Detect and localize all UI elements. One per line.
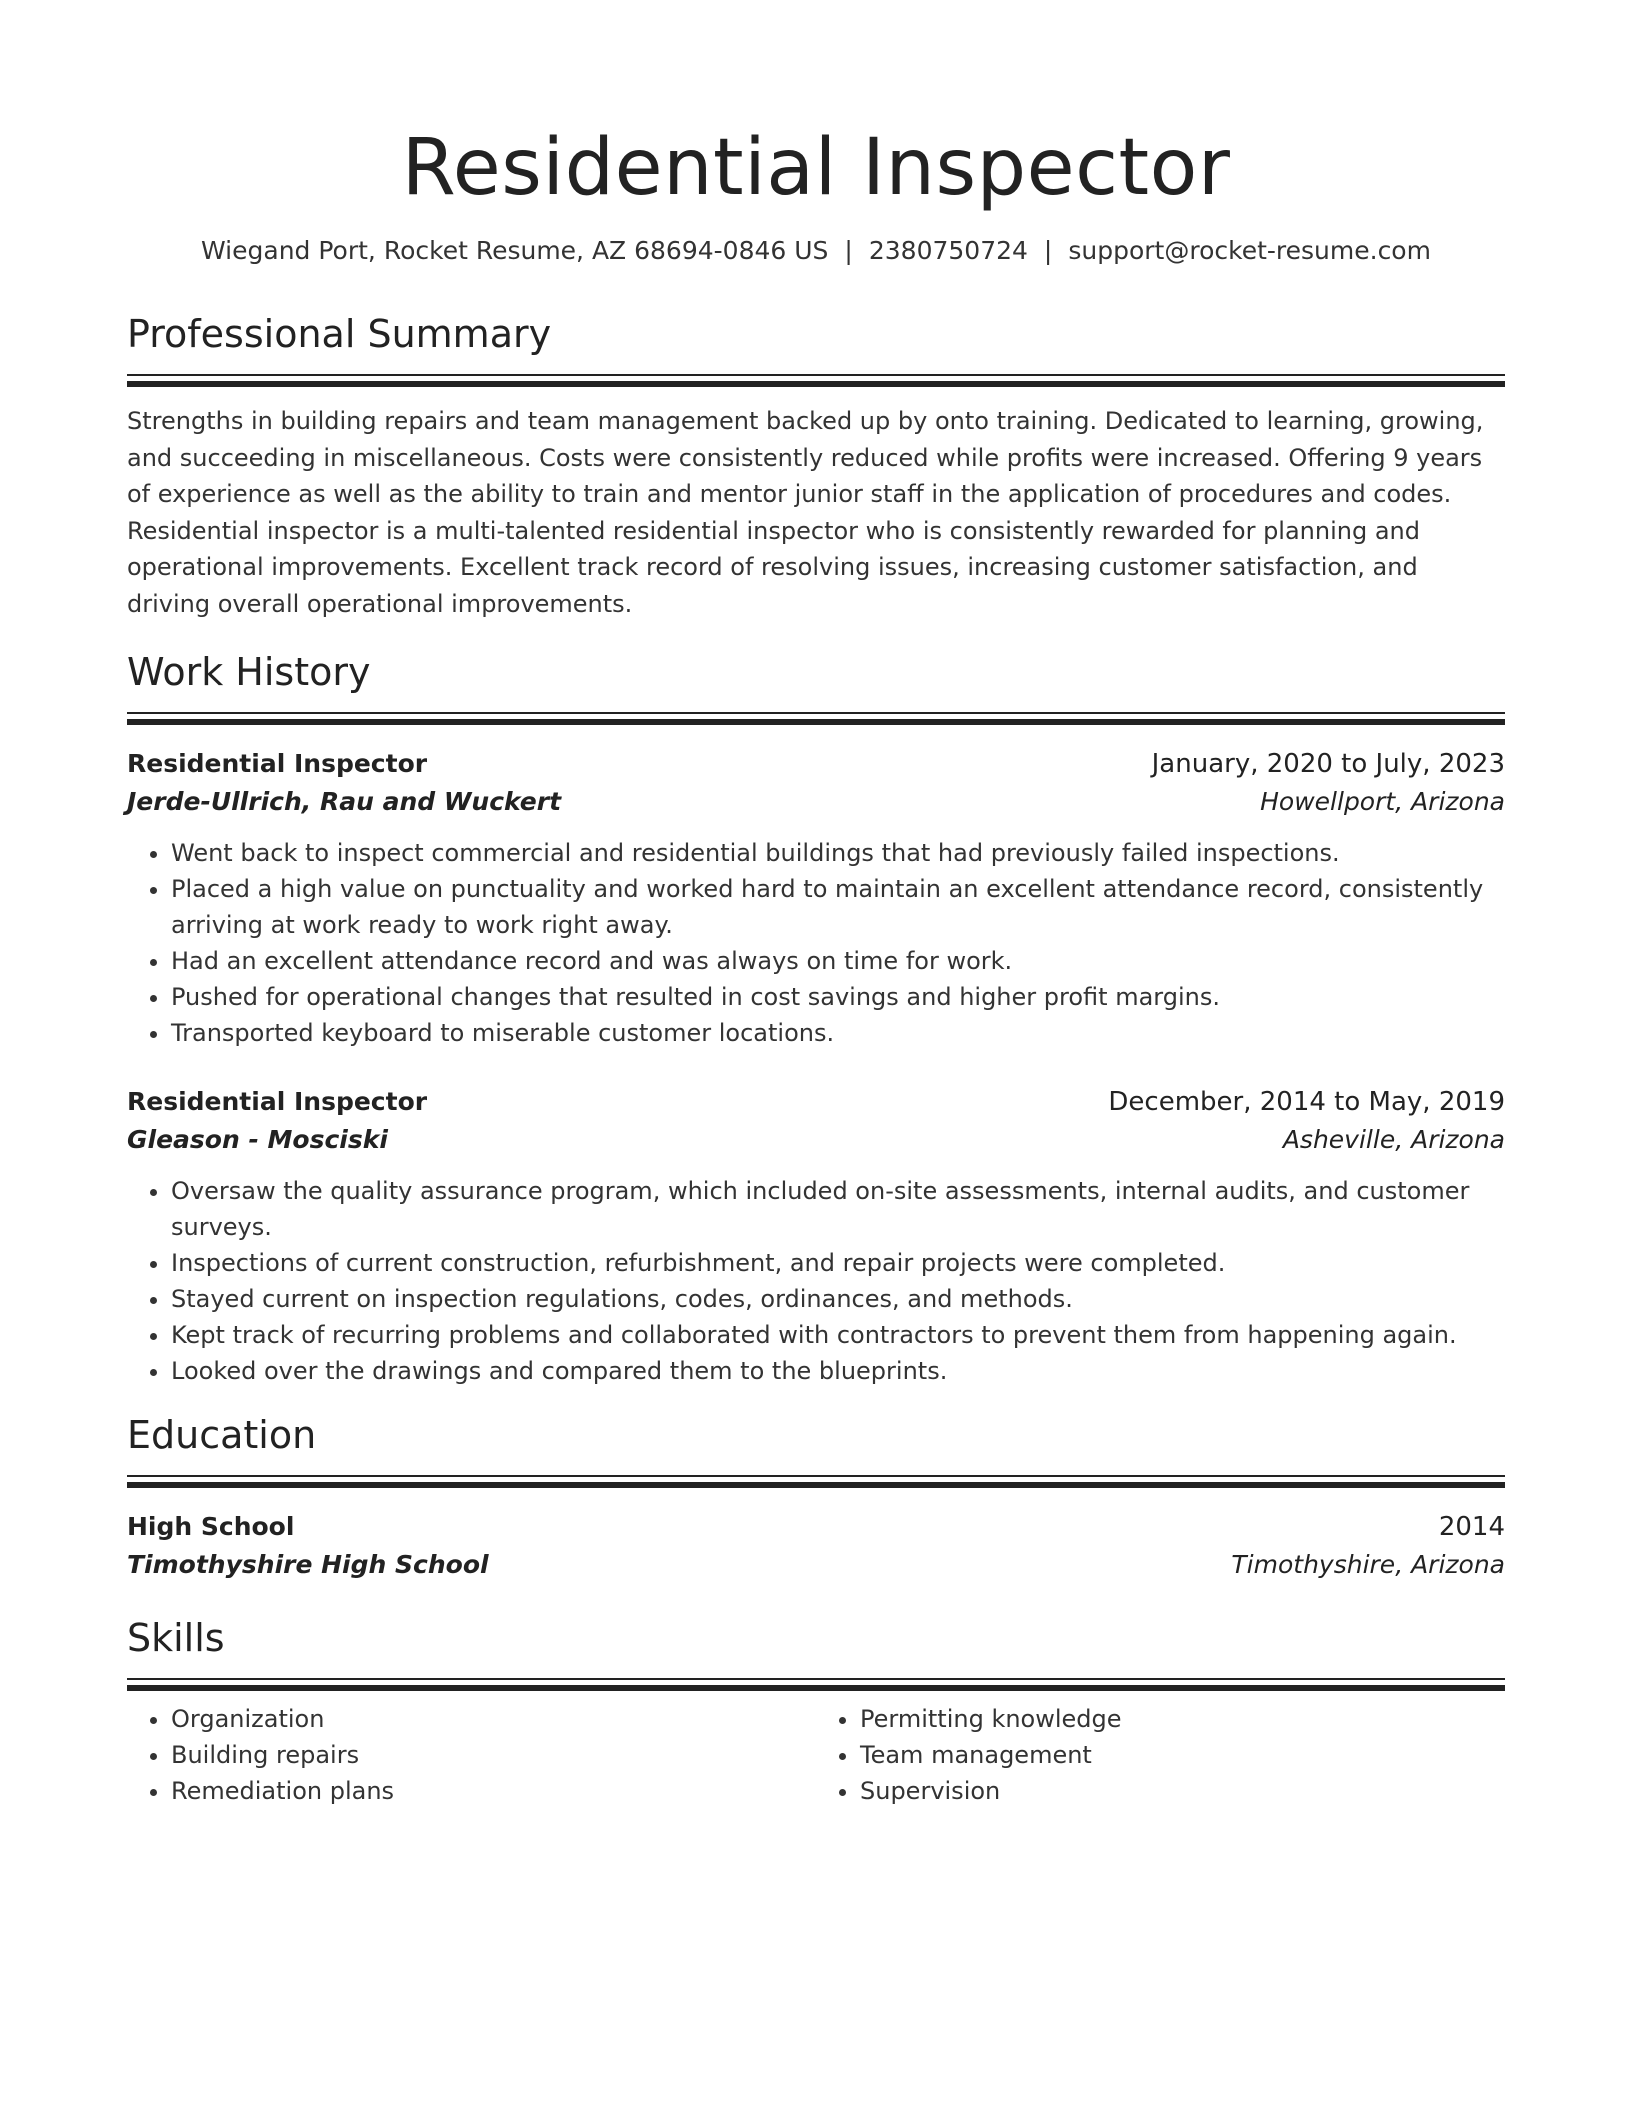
education-location: Timothyshire, Arizona — [1231, 1550, 1505, 1579]
section-divider — [127, 1475, 1505, 1488]
job-bullet: • Inspections of current construction, refurbishment, and repair projects were completed. — [171, 1245, 1505, 1281]
contact-line — [127, 234, 1505, 268]
job-entry — [127, 745, 1505, 1051]
skills-section — [127, 1614, 1505, 1809]
skill-item: • Supervision — [860, 1773, 1505, 1809]
section-title-education: Education — [127, 1413, 317, 1457]
contact-email: support@rocket-resume.com — [1068, 236, 1431, 265]
job-bullet: • Had an excellent attendance record and was always on time for work. — [171, 943, 1505, 979]
job-header-row — [127, 745, 1505, 783]
section-divider — [127, 374, 1505, 387]
education-degree: High School — [127, 1512, 295, 1541]
job-location: Asheville, Arizona — [1282, 1125, 1505, 1154]
skills-list — [127, 1701, 816, 1809]
education-header-row — [127, 1508, 1505, 1546]
education-school-row — [127, 1546, 1505, 1584]
job-entry — [127, 1083, 1505, 1389]
job-bullet: • Oversaw the quality assurance program, which included on-site assessments, internal audits, and customer surveys. — [171, 1173, 1505, 1245]
skills-column-right — [816, 1701, 1505, 1809]
education-section — [127, 1411, 1505, 1584]
contact-separator: | — [1043, 236, 1053, 265]
skills-grid — [127, 1701, 1505, 1809]
resume-name: Residential Inspector — [401, 123, 1231, 213]
job-bullet: • Placed a high value on punctuality and worked hard to maintain an excellent attendance record, consistently arriving at work ready to work right away. — [171, 871, 1505, 943]
job-dates: January, 2020 to July, 2023 — [1151, 749, 1505, 779]
job-bullet: • Kept track of recurring problems and collaborated with contractors to prevent them from happening again. — [171, 1317, 1505, 1353]
section-divider — [127, 712, 1505, 725]
education-year: 2014 — [1438, 1512, 1505, 1542]
skill-item: • Permitting knowledge — [860, 1701, 1505, 1737]
job-company: Gleason - Mosciski — [127, 1125, 388, 1154]
skill-item: • Building repairs — [171, 1737, 816, 1773]
job-dates: December, 2014 to May, 2019 — [1108, 1087, 1505, 1117]
job-location: Howellport, Arizona — [1260, 787, 1505, 816]
job-bullet: • Went back to inspect commercial and residential buildings that had previously failed inspections. — [171, 835, 1505, 871]
job-bullets — [127, 1173, 1505, 1389]
section-divider — [127, 1678, 1505, 1691]
job-company-row — [127, 783, 1505, 821]
job-header-row — [127, 1083, 1505, 1121]
section-title-summary: Professional Summary — [127, 312, 552, 356]
skill-item: • Organization — [171, 1701, 816, 1737]
contact-phone: 2380750724 — [868, 236, 1028, 265]
job-bullet: • Stayed current on inspection regulations, codes, ordinances, and methods. — [171, 1281, 1505, 1317]
section-title-work: Work History — [127, 650, 371, 694]
skill-item: • Remediation plans — [171, 1773, 816, 1809]
job-bullet: • Pushed for operational changes that resulted in cost savings and higher profit margins. — [171, 979, 1505, 1015]
education-school: Timothyshire High School — [127, 1550, 489, 1579]
job-company-row — [127, 1121, 1505, 1159]
job-bullet: • Looked over the drawings and compared them to the blueprints. — [171, 1353, 1505, 1389]
job-bullet: • Transported keyboard to miserable customer locations. — [171, 1015, 1505, 1051]
skills-list — [816, 1701, 1505, 1809]
job-title: Residential Inspector — [127, 749, 428, 778]
skill-item: • Team management — [860, 1737, 1505, 1773]
job-bullets — [127, 835, 1505, 1051]
education-entry — [127, 1508, 1505, 1584]
job-title: Residential Inspector — [127, 1087, 428, 1116]
contact-address: Wiegand Port, Rocket Resume, AZ 68694-0846 US — [201, 236, 829, 265]
job-company: Jerde-Ullrich, Rau and Wuckert — [127, 787, 562, 816]
skills-column-left — [127, 1701, 816, 1809]
contact-separator: | — [844, 236, 853, 265]
section-title-skills: Skills — [127, 1616, 225, 1660]
work-history-section — [127, 648, 1505, 1389]
summary-text: Strengths in building repairs and team management backed up by onto training. Dedicated to learning, growing, and succeeding in miscellaneous. Costs were consistently reduced while profits were increased. Offering 9 years of experience as well as the ability to train and mentor junior staff in the application of procedures and codes. Residential inspector is a multi-talented residential inspector who is consistently rewarded for planning and operational improvements. Excellent track record of resolving issues, increasing customer satisfaction, and driving overall operational improvements. — [127, 407, 1484, 618]
professional-summary-section — [127, 310, 1505, 622]
